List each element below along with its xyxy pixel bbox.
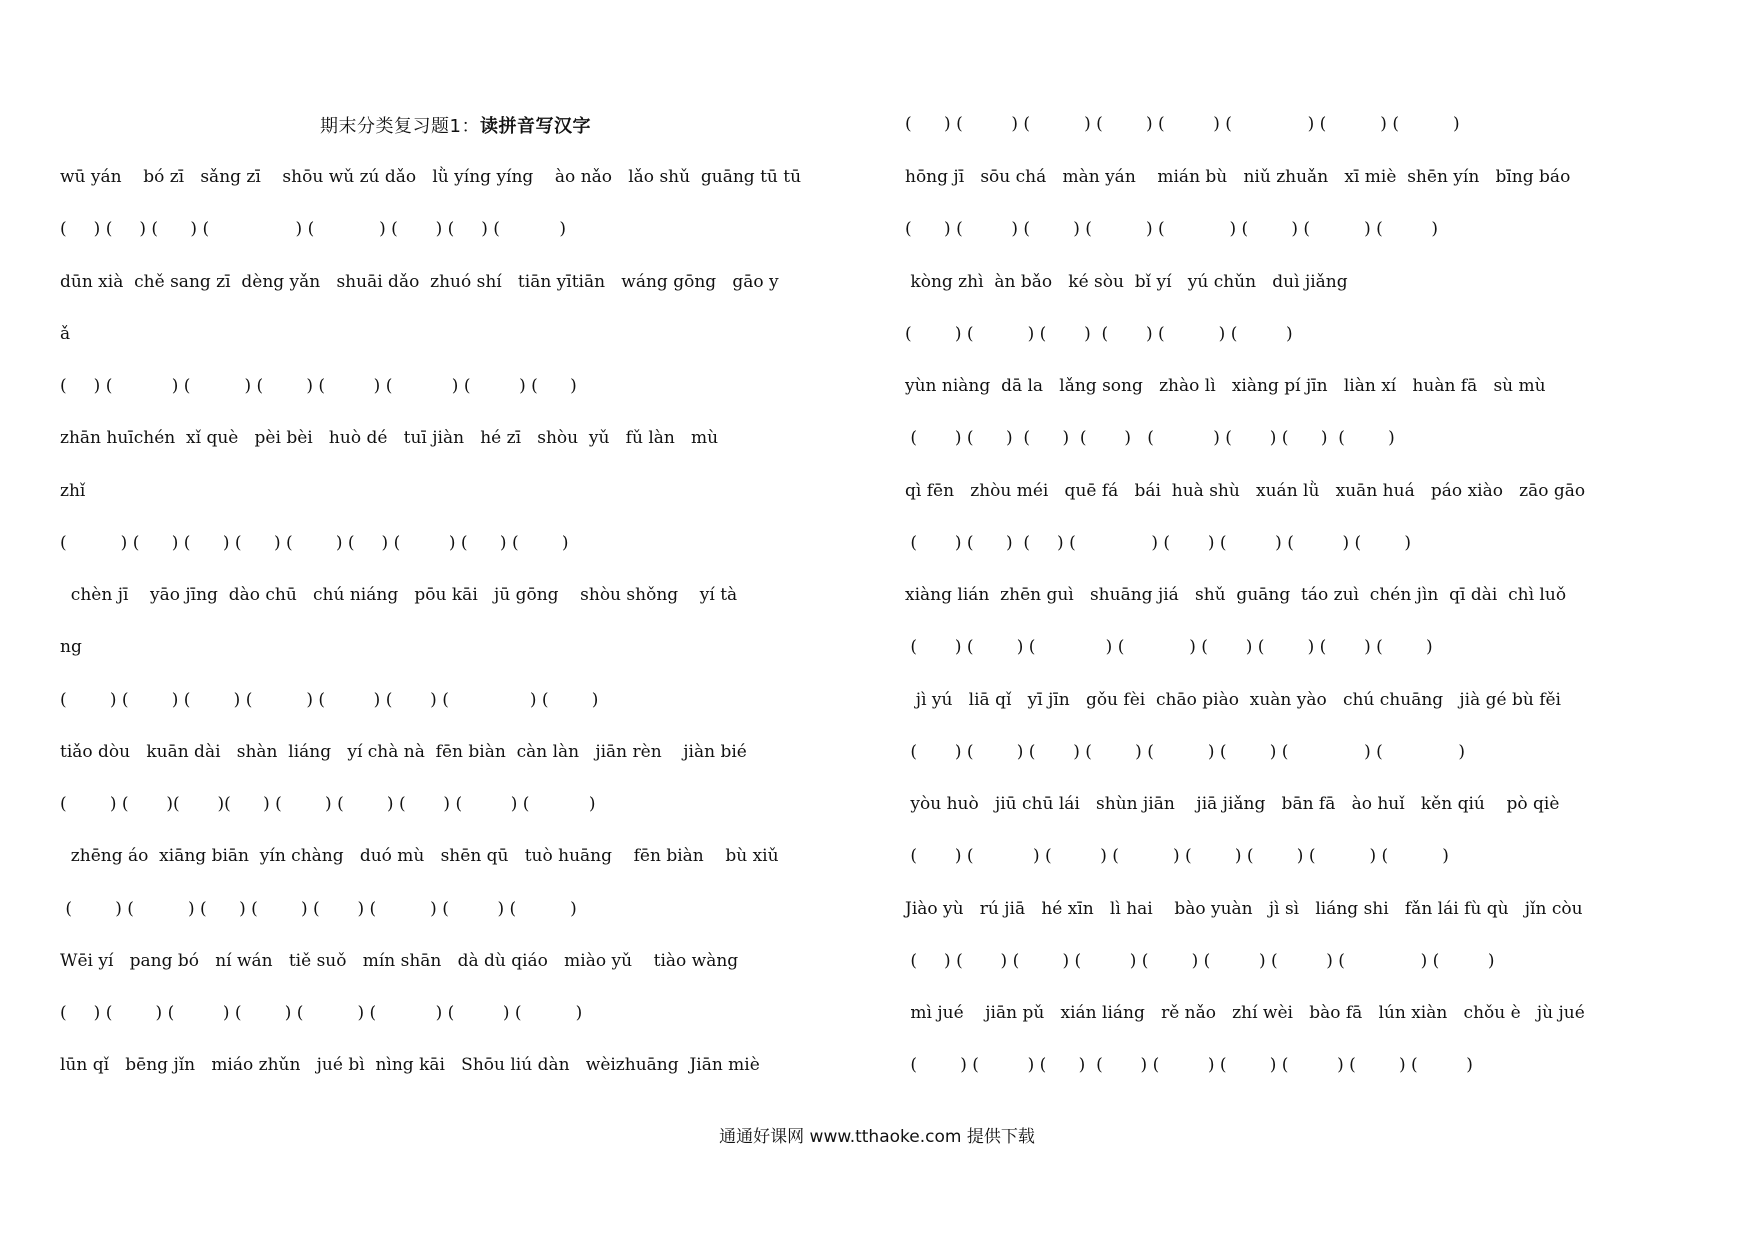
answer-brackets: ( ) ( ) ( ) ( ) ( ) ( ) ( ) ( ) <box>905 637 1433 657</box>
footer-credit: 通通好课网 www.tthaoke.com 提供下载 <box>719 1127 1035 1147</box>
pinyin-line: ǎ <box>60 324 71 344</box>
pinyin-line: dūn xià chě sang zī dèng yǎn shuāi dǎo zhuó shí tiān yītiān wáng gōng gāo y <box>60 272 779 292</box>
pinyin-line: jì yú liā qǐ yī jīn gǒu fèi chāo piào xuàn yào chú chuāng jià gé bù fěi <box>905 690 1561 710</box>
answer-brackets: ( ) ( ) ( ) ( ) ( ) ( ) ( ) ( ) <box>905 846 1449 866</box>
pinyin-line: yùn niàng dā la lǎng song zhào lì xiàng pí jīn liàn xí huàn fā sù mù <box>905 376 1546 396</box>
answer-brackets: ( ) ( ) ( ) ( ) ( ) ( ) ( ) ( ) <box>60 1003 583 1023</box>
pinyin-line: yòu huò jiū chū lái shùn jiān jiā jiǎng bān fā ào huǐ kěn qiú pò qiè <box>905 794 1560 814</box>
answer-brackets: ( ) ( ) ( ) ( ) ( ) ( ) ( ) ( ) <box>905 219 1439 239</box>
pinyin-line: Jiào yù rú jiā hé xīn lì hai bào yuàn jì sì liáng shi fǎn lái fù qù jǐn còu <box>905 899 1583 919</box>
pinyin-line: lūn qǐ bēng jǐn miáo zhǔn jué bì nìng kāi Shōu liú dàn wèizhuāng Jiān miè <box>60 1055 760 1075</box>
pinyin-line: zhǐ <box>60 481 86 501</box>
answer-brackets: ( ) ( ) ( ) ( ) ( ) ( ) <box>905 324 1293 344</box>
pinyin-line: qì fēn zhòu méi quē fá bái huà shù xuán lǜ xuān huá páo xiào zāo gāo <box>905 481 1586 501</box>
pinyin-line: xiàng lián zhēn guì shuāng jiá shǔ guāng táo zuì chén jìn qī dài chì luǒ <box>905 585 1567 605</box>
title-prefix: 期末分类复习题1： <box>320 116 480 137</box>
pinyin-line: zhān huīchén xǐ què pèi bèi huò dé tuī jiàn hé zī shòu yǔ fǔ làn mù <box>60 428 719 448</box>
answer-brackets: ( ) ( )( )( ) ( ) ( ) ( ) ( ) ( ) <box>60 794 596 814</box>
answer-brackets: ( ) ( ) ( ) ( ) ( ) ( ) ( ) ( ) <box>905 428 1395 448</box>
pinyin-line: mì jué jiān pǔ xián liáng rě nǎo zhí wèi bào fā lún xiàn chǒu è jù jué <box>905 1003 1585 1023</box>
left-column <box>60 0 870 1140</box>
answer-brackets: ( ) ( ) ( ) ( ) ( ) ( ) ( ) ( ) <box>60 376 577 396</box>
answer-brackets: ( ) ( ) ( ) ( ) ( ) ( ) ( ) ( ) ( ) <box>905 1055 1473 1075</box>
answer-brackets: ( ) ( ) ( ) ( ) ( ) ( ) ( ) ( ) <box>905 533 1411 553</box>
answer-brackets: ( ) ( ) ( ) ( ) ( ) ( ) ( ) ( ) <box>905 742 1466 762</box>
right-column <box>905 0 1705 1140</box>
pinyin-line: hōng jī sōu chá màn yán mián bù niǔ zhuǎn xī miè shēn yín bīng báo <box>905 167 1571 187</box>
pinyin-line: Wēi yí pang bó ní wán tiě suǒ mín shān dà dù qiáo miào yǔ tiào wàng <box>60 951 739 971</box>
pinyin-line: tiǎo dòu kuān dài shàn liáng yí chà nà fēn biàn càn làn jiān rèn jiàn bié <box>60 742 747 762</box>
title-main: 读拼音写汉字 <box>479 116 591 137</box>
answer-brackets: ( ) ( ) ( ) ( ) ( ) ( ) ( ) ( ) ( ) <box>905 951 1495 971</box>
answer-brackets: ( ) ( ) ( ) ( ) ( ) ( ) ( ) ( ) <box>60 219 566 239</box>
answer-brackets: ( ) ( ) ( ) ( ) ( ) ( ) ( ) ( ) <box>60 899 577 919</box>
pinyin-line: ng <box>60 637 82 657</box>
pinyin-line: zhēng áo xiāng biān yín chàng duó mù shēn qū tuò huāng fēn biàn bù xiǔ <box>60 846 779 866</box>
answer-brackets: ( ) ( ) ( ) ( ) ( ) ( ) ( ) ( ) ( ) <box>60 533 569 553</box>
pinyin-line: kòng zhì àn bǎo ké sòu bǐ yí yú chǔn duì jiǎng <box>905 272 1348 292</box>
answer-brackets: ( ) ( ) ( ) ( ) ( ) ( ) ( ) ( ) <box>60 690 599 710</box>
pinyin-line: wū yán bó zī sǎng zī shōu wǔ zú dǎo lǜ yíng yíng ào nǎo lǎo shǔ guāng tū tū <box>60 167 802 187</box>
answer-brackets: ( ) ( ) ( ) ( ) ( ) ( ) ( ) ( ) <box>905 114 1460 134</box>
pinyin-line: chèn jī yāo jīng dào chū chú niáng pōu kāi jū gōng shòu shǒng yí tà <box>60 585 738 605</box>
